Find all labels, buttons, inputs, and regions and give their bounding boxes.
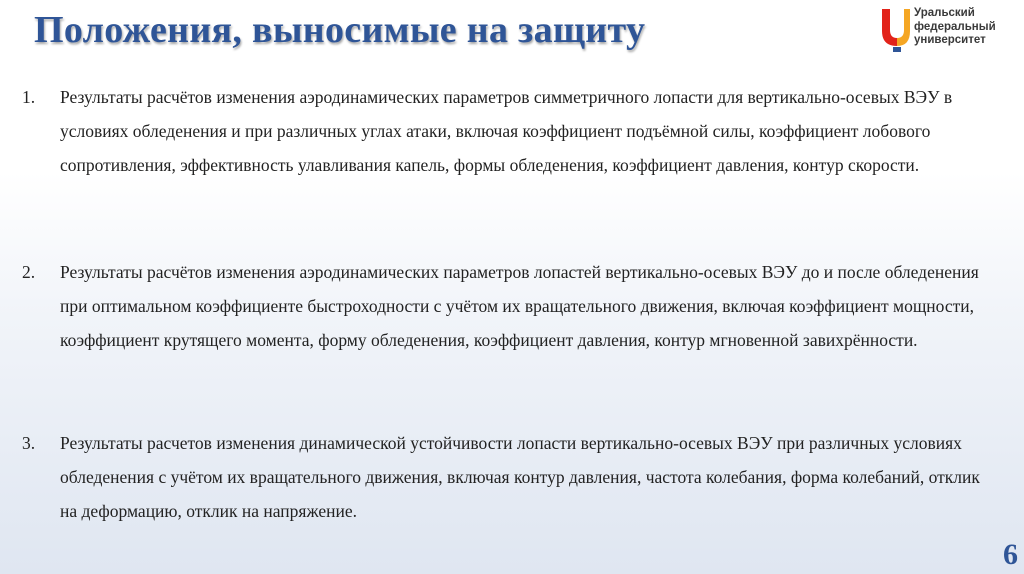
page-number: 6 — [1003, 538, 1018, 571]
list-item-number: 3. — [22, 433, 36, 453]
list-item-text: Результаты расчётов изменения аэродинамических параметров симметричного лопасти для вертикально-осевых ВЭУ в условиях обледенения и при различных углах атаки, включая коэффициент подъёмной силы, коэффициент лобового сопротивления, эффективность улавливания капель, формы обледенения, коэффициент давления, контур скорости. — [60, 87, 953, 175]
list-item-text: Результаты расчётов изменения аэродинамических параметров лопастей вертикально-осевых ВЭУ до и после обледенения при оптимальном коэффициенте быстроходности с учётом их вращательного движения, включая коэффициент мощности, коэффициент крутящего момента, форму обледенения, коэффициент давления, контур мгновенной завихрённости. — [60, 262, 979, 350]
list-item — [22, 426, 990, 528]
logo-line-3: университет — [914, 34, 986, 46]
list-item — [22, 255, 990, 357]
logo-line-2: федеральный — [914, 20, 996, 33]
logo-line-1: Уральский — [914, 7, 975, 19]
urfu-logo-text — [914, 7, 996, 48]
list-item-number: 2. — [22, 262, 36, 282]
urfu-logo-mark-icon — [878, 4, 912, 54]
list-item — [22, 80, 990, 182]
list-item-number: 1. — [22, 87, 36, 107]
urfu-logo — [878, 4, 1018, 54]
slide-title: Положения, выносимые на защиту — [34, 9, 646, 51]
list-item-text: Результаты расчетов изменения динамической устойчивости лопасти вертикально-осевых ВЭУ при различных условиях обледенения с учётом их вращательного движения, включая контур давления, частота колебания, форма колебаний, отклик на деформацию, отклик на напряжение. — [60, 433, 980, 521]
